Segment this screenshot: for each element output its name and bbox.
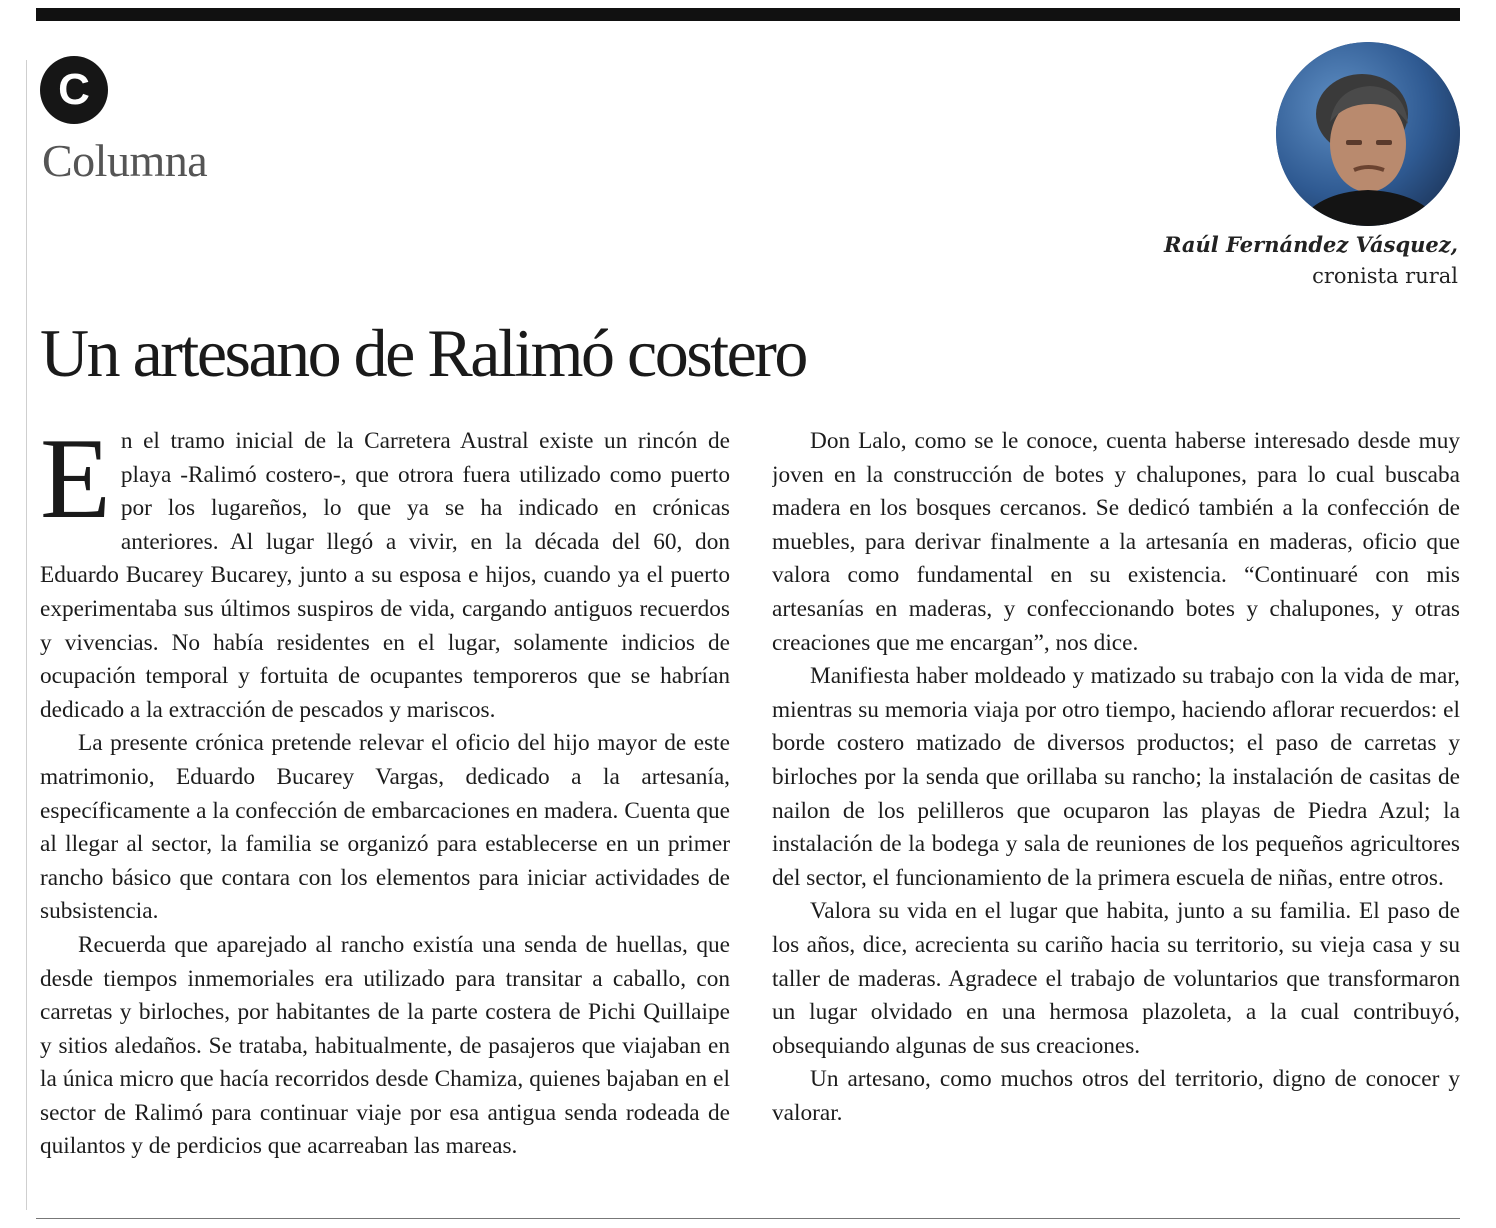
article-paragraph: Don Lalo, como se le conoce, cuenta haberse interesado desde muy joven en la construcción de botes y chalupones, para lo cual buscaba madera en los bosques cercanos. Se dedicó también a la confección de muebles, para derivar finalmente a la artesanía en maderas, oficio que valora como fundamental en su existencia. “Continuaré con mis artesanías en maderas, y confeccionando botes y chalupones, y otras creaciones que me encargan”, nos dice. — [772, 428, 1460, 656]
drop-cap: E — [40, 425, 111, 543]
article-column-right — [772, 425, 1460, 1205]
bottom-rule — [36, 1218, 1460, 1219]
article-paragraph: Valora su vida en el lugar que habita, junto a su familia. El paso de los años, dice, acrecienta su cariño hacia su territorio, su vieja casa y su taller de maderas. Agradece el trabajo de voluntarios que transformaron un lugar olvidado en una hermosa plazoleta, a la cual contribuyó, obsequiando algunas de sus creaciones. — [772, 898, 1460, 1059]
article-paragraph: Un artesano, como muchos otros del territorio, digno de conocer y valorar. — [772, 1066, 1460, 1126]
section-badge: C — [40, 56, 108, 124]
top-rule — [36, 8, 1460, 21]
author-name: Raúl Fernández Vásquez, — [1163, 232, 1458, 257]
article-paragraph: En el tramo inicial de la Carretera Austral existe un rincón de playa -Ralimó costero-, que otrora fuera utilizado como puerto por los lugareños, lo que ya se ha indicado en crónicas anteriores. Al lugar llegó a vivir, en la década del 60, don Eduardo Bucarey Bucarey, junto a su esposa e hijos, cuando ya el puerto experimentaba sus últimos suspiros de vida, cargando antiguos recuerdos y vivencias. No había residentes en el lugar, solamente indicios de ocupación temporal y fortuita de ocupantes temporeros que se habrían dedicado a la extracción de pescados y mariscos. — [40, 425, 730, 723]
author-role: cronista rural — [1312, 264, 1458, 288]
article-headline: Un artesano de Ralimó costero — [40, 315, 806, 391]
article-paragraph: Recuerda que aparejado al rancho existía una senda de huellas, que desde tiempos inmemoriales era utilizado para transitar a caballo, con carretas y birloches, por habitantes de la parte costera de Pichi Quillaipe y sitios aledaños. Se trataba, habitualmente, de pasajeros que viajaban en la única micro que hacía recorridos desde Chamiza, quienes bajaban en el sector de Ralimó para continuar viaje por esa antigua senda rodeada de quilantos y de perdicios que acarreaban las mareas. — [40, 931, 730, 1160]
article-paragraph: Manifiesta haber moldeado y matizado su trabajo con la vida de mar, mientras su memoria viaja por otro tiempo, haciendo aflorar recuerdos: el borde costero matizado de diversos productos; el paso de carretas y birloches por la senda que orillaba su rancho; la instalación de casitas de nailon de los pelilleros que ocuparon las playas de Piedra Azul; la instalación de la bodega y sala de reuniones de los pequeños agricultores del sector, el funcionamiento de la primera escuela de niñas, entre otros. — [772, 663, 1460, 891]
left-margin-rule — [26, 60, 27, 1210]
article-column-left — [40, 425, 730, 1205]
article-paragraph: La presente crónica pretende relevar el oficio del hijo mayor de este matrimonio, Eduardo Bucarey Vargas, dedicado a la artesanía, específicamente a la confección de embarcaciones en madera. Cuenta que al llegar al sector, la familia se organizó para establecerse en un primer rancho básico que contara con los elementos para iniciar actividades de subsistencia. — [40, 730, 730, 925]
author-photo — [1276, 42, 1460, 226]
section-label: Columna — [42, 135, 208, 186]
